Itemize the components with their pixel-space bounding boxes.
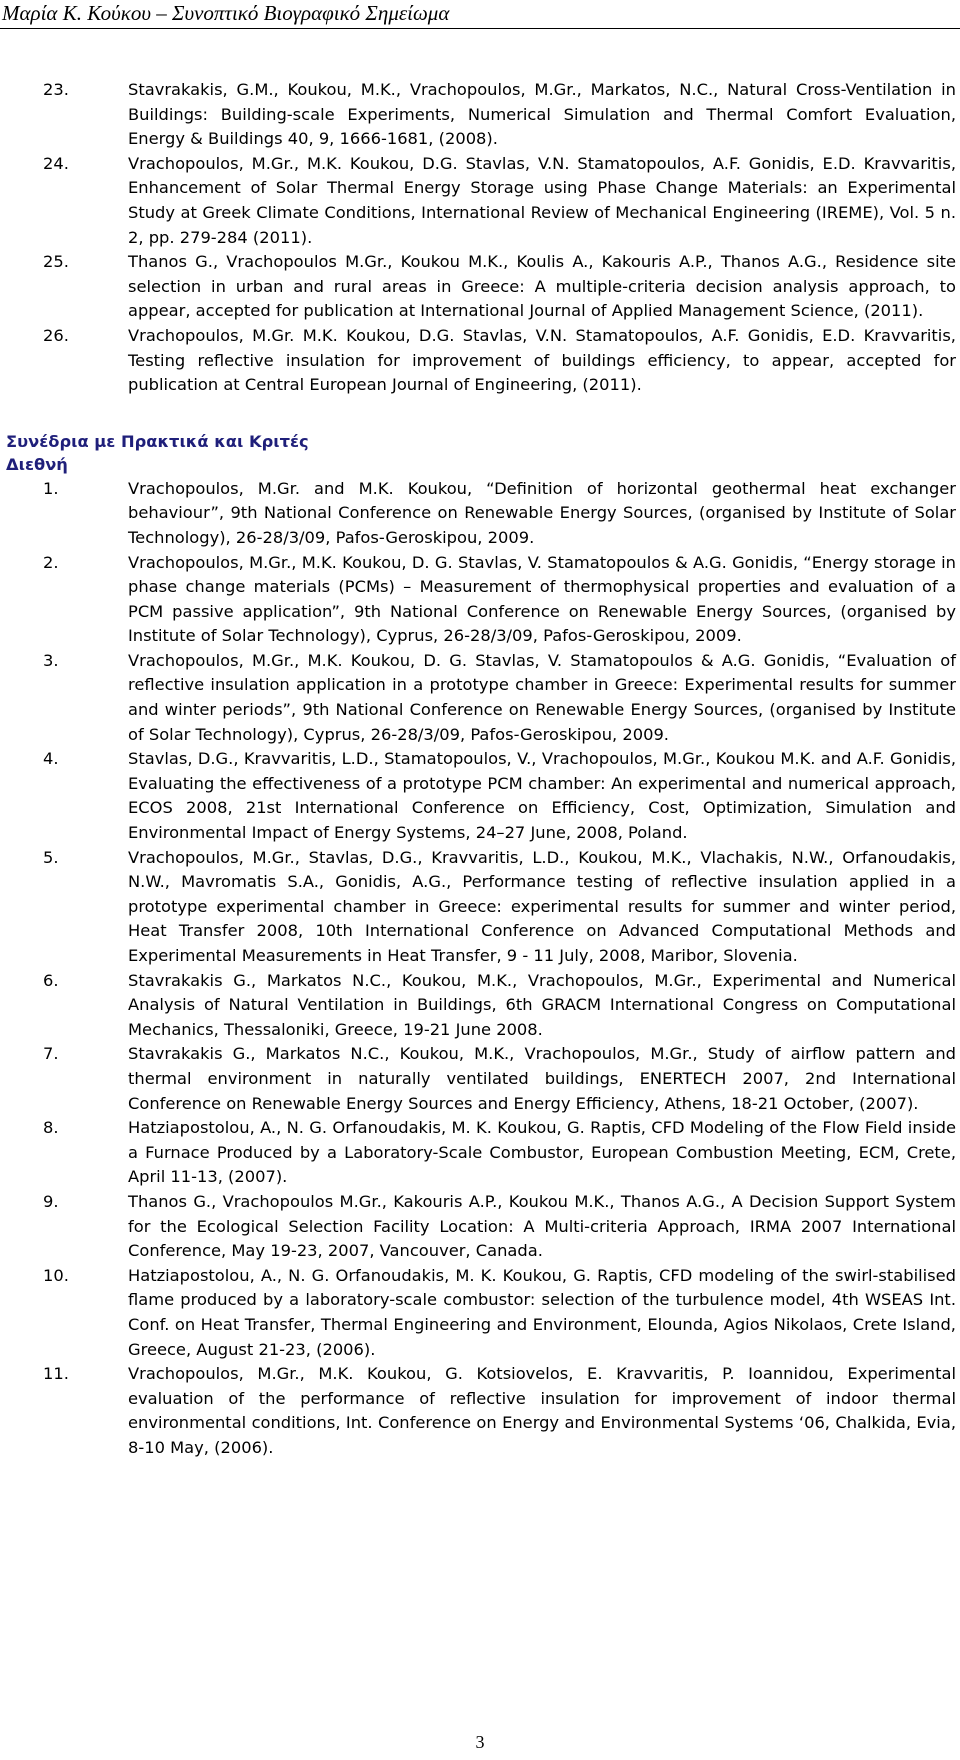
item-number: 10. <box>43 1265 69 1285</box>
item-number: 7. <box>43 1044 59 1064</box>
citation-text: Vrachopoulos, M.Gr., M.K. Koukou, D. G. Stavlas, V. Stamatopoulos & A.G. Gonidis, “Evaluation of reflective insulation application in a prototype chamber in Greece: Experimental results for summer and winter periods”, 9th National Conference on Renewable Energy Sources, (organised by Institute of Solar Technology), Cyprus, 26-28/3/09, Pafos-Geroskipou, 2009. <box>128 650 956 744</box>
item-number: 26. <box>43 325 69 345</box>
citation-text: Vrachopoulos, M.Gr. M.K. Koukou, D.G. Stavlas, V.N. Stamatopoulos, A.F. Gonidis, E.D. Kravvaritis, Testing reflective insulation for improvement of buildings efficiency, to appear, accepted for publication at Central European Journal of Engineering, (2011). <box>128 325 956 395</box>
list-item <box>0 250 956 324</box>
list-item <box>0 324 956 398</box>
citation-text: Hatziapostolou, A., N. G. Orfanoudakis, M. K. Koukou, G. Raptis, CFD modeling of the swirl-stabilised flame produced by a laboratory-scale combustor: selection of the turbulence model, 4th WSEAS Int. Conf. on Heat Transfer, Thermal Engineering and Environment, Elounda, Agios Nikolaos, Crete Island, Greece, August 21-23, (2006). <box>128 1265 956 1359</box>
item-number: 2. <box>43 552 59 572</box>
page-footer <box>0 1732 960 1753</box>
list-item <box>0 152 956 250</box>
list-item <box>0 1116 956 1190</box>
citation-text: Thanos G., Vrachopoulos M.Gr., Koukou M.K., Koulis A., Kakouris A.P., Thanos A.G., Residence site selection in urban and rural areas in Greece: A multiple-criteria decision analysis approach, to appear, accepted for publication at International Journal of Applied Management Science, (2011). <box>128 252 956 321</box>
document-body <box>0 78 956 1460</box>
item-number: 4. <box>43 749 59 769</box>
citation-text: Vrachopoulos, M.Gr. and M.K. Koukou, “Definition of horizontal geothermal heat exchanger behaviour”, 9th National Conference on Renewable Energy Sources, (organised by Institute of Solar Technology), 26-28/3/09, Pafos-Geroskipou, 2009. <box>128 478 956 547</box>
journal-publications-list <box>0 78 956 398</box>
item-number: 8. <box>43 1118 59 1138</box>
list-item <box>0 1042 956 1116</box>
list-item <box>0 846 956 969</box>
list-item <box>0 551 956 649</box>
list-item <box>0 1190 956 1264</box>
citation-text: Vrachopoulos, M.Gr., M.K. Koukou, G. Kotsiovelos, E. Kravvaritis, P. Ioannidou, Experimental evaluation of the performance of reflective insulation for improvement of indoor thermal environmental conditions, Int. Conference on Energy and Environmental Systems ‘06, Chalkida, Evia, 8-10 May, (2006). <box>128 1364 956 1457</box>
section-heading: Συνέδρια με Πρακτικά και Κριτές <box>6 431 309 451</box>
citation-text: Stavrakakis G., Markatos N.C., Koukou, M.K., Vrachopoulos, M.Gr., Experimental and Numerical Analysis of Natural Ventilation in Buildings, 6th GRACM International Congress on Computational Mechanics, Thessaloniki, Greece, 19-21 June 2008. <box>128 970 956 1039</box>
list-item <box>0 969 956 1043</box>
list-item <box>0 649 956 747</box>
citation-text: Vrachopoulos, M.Gr., M.K. Koukou, D. G. Stavlas, V. Stamatopoulos & A.G. Gonidis, “Energy storage in phase change materials (PCMs) – Measurement of thermophysical properties and evaluation of a PCM passive application”, 9th National Conference on Renewable Energy Sources, (organised by Institute of Solar Technology), Cyprus, 26-28/3/09, Pafos-Geroskipou, 2009. <box>128 552 956 646</box>
citation-text: Thanos G., Vrachopoulos M.Gr., Kakouris A.P., Koukou M.K., Thanos A.G., A Decision Support System for the Ecological Selection Facility Location: A Multi-criteria Approach, IRMA 2007 International Conference, May 19-23, 2007, Vancouver, Canada. <box>128 1191 956 1261</box>
page-number: 3 <box>475 1732 485 1752</box>
item-number: 1. <box>43 478 59 498</box>
citation-text: Vrachopoulos, M.Gr., M.K. Koukou, D.G. Stavlas, V.N. Stamatopoulos, A.F. Gonidis, E.D. Kravvaritis, Enhancement of Solar Thermal Energy Storage using Phase Change Materials: an Experimental Study at Greek Climate Conditions, International Review of Mechanical Engineering (IREME), Vol. 5 n. 2, pp. 279-284 (2011). <box>128 153 956 247</box>
item-number: 9. <box>43 1191 59 1211</box>
section-subheading: Διεθνή <box>6 454 68 474</box>
citation-text: Stavrakakis, G.M., Koukou, M.K., Vrachopoulos, M.Gr., Markatos, N.C., Natural Cross-Ventilation in Buildings: Building-scale Experiments, Numerical Simulation and Thermal Comfort Evaluation, Energy & Buildings 40, 9, 1666-1681, (2008). <box>128 80 956 149</box>
citation-text: Hatziapostolou, A., N. G. Orfanoudakis, M. K. Koukou, G. Raptis, CFD Modeling of the Flow Field inside a Furnace Produced by a Laboratory-Scale Combustor, European Combustion Meeting, ECM, Crete, April 11-13, (2007). <box>128 1118 956 1187</box>
citation-text: Vrachopoulos, M.Gr., Stavlas, D.G., Kravvaritis, L.D., Koukou, M.K., Vlachakis, N.W., Orfanoudakis, N.W., Mavromatis S.A., Gonidis, A.G., Performance testing of reflective insulation applied in a prototype experimental chamber in Greece: experimental results for summer and winter period, Heat Transfer 2008, 10th International Conference on Advanced Computational Methods and Experimental Measurements in Heat Transfer, 9 - 11 July, 2008, Maribor, Slovenia. <box>128 847 956 965</box>
citation-text: Stavrakakis G., Markatos N.C., Koukou, M.K., Vrachopoulos, M.Gr., Study of airflow pattern and thermal environment in naturally ventilated buildings, ENERTECH 2007, 2nd International Conference on Renewable Energy Sources and Energy Efficiency, Athens, 18-21 October, (2007). <box>128 1044 956 1113</box>
list-item <box>0 1264 956 1362</box>
item-number: 11. <box>43 1364 69 1384</box>
conference-publications-list <box>0 477 956 1461</box>
item-number: 6. <box>43 970 59 990</box>
page-header <box>0 0 960 29</box>
list-item <box>0 477 956 551</box>
list-item <box>0 78 956 152</box>
header-title: Μαρία Κ. Κούκου – Συνοπτικό Βιογραφικό Σημείωμα <box>2 1 450 25</box>
item-number: 23. <box>43 80 69 99</box>
list-item <box>0 1362 956 1460</box>
citation-text: Stavlas, D.G., Kravvaritis, L.D., Stamatopoulos, V., Vrachopoulos, M.Gr., Koukou M.K. and A.F. Gonidis, Evaluating the effectiveness of a prototype PCM chamber: An experimental and numerical approach, ECOS 2008, 21st International Conference on Efficiency, Cost, Optimization, Simulation and Environmental Impact of Energy Systems, 24–27 June, 2008, Poland. <box>128 749 956 843</box>
item-number: 5. <box>43 847 59 867</box>
list-item <box>0 747 956 845</box>
item-number: 3. <box>43 650 59 670</box>
item-number: 25. <box>43 252 69 272</box>
item-number: 24. <box>43 153 69 173</box>
